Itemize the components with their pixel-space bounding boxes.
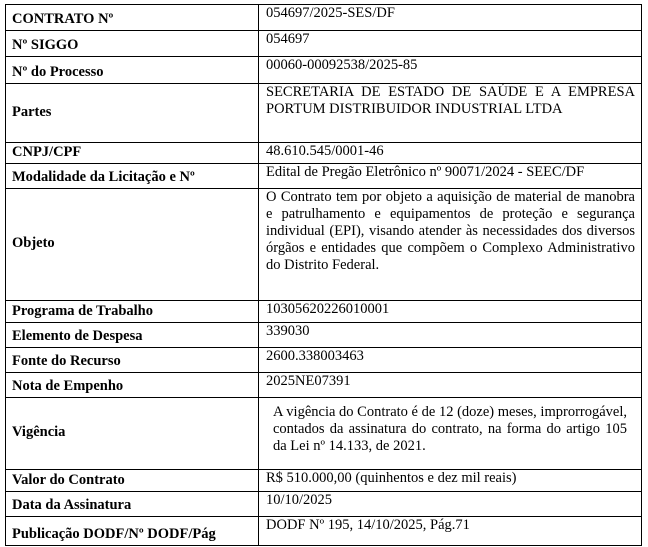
row-value: 10/10/2025	[259, 492, 642, 517]
row-value: 00060-00092538/2025-85	[259, 57, 642, 84]
row-value: O Contrato tem por objeto a aquisição de material de manobra e patrulhamento e equipamentos de proteção e segurança individual (EPI), visando atender às necessidades dos diversos órgãos e entidades que compõem o Complexo Administrativo do Distrito Federal.	[259, 189, 642, 301]
row-value: Edital de Pregão Eletrônico nº 90071/2024 - SEEC/DF	[259, 164, 642, 189]
table-row	[6, 398, 642, 470]
table-row	[6, 373, 642, 398]
table-row	[6, 517, 642, 546]
row-value: 10305620226010001	[259, 301, 642, 323]
table-row	[6, 57, 642, 84]
row-value: 054697	[259, 31, 642, 57]
table-row	[6, 323, 642, 348]
row-value: R$ 510.000,00 (quinhentos e dez mil reais)	[259, 470, 642, 492]
row-value: A vigência do Contrato é de 12 (doze) meses, improrrogável, contados da assinatura do contrato, na forma do artigo 105 da Lei nº 14.133, de 2021.	[259, 398, 642, 470]
row-label: Nº do Processo	[6, 57, 259, 84]
row-value: 2600.338003463	[259, 348, 642, 373]
row-value: SECRETARIA DE ESTADO DE SAÚDE E A EMPRESA PORTUM DISTRIBUIDOR INDUSTRIAL LTDA	[259, 84, 642, 143]
row-value: 339030	[259, 323, 642, 348]
row-label: CNPJ/CPF	[6, 143, 259, 164]
row-label: Modalidade da Licitação e Nº	[6, 164, 259, 189]
row-label: CONTRATO Nº	[6, 5, 259, 31]
row-label: Nota de Empenho	[6, 373, 259, 398]
table-row	[6, 348, 642, 373]
row-label: Programa de Trabalho	[6, 301, 259, 323]
table-row	[6, 492, 642, 517]
table-row	[6, 301, 642, 323]
table-row	[6, 189, 642, 301]
row-label: Fonte do Recurso	[6, 348, 259, 373]
row-label: Data da Assinatura	[6, 492, 259, 517]
table-row	[6, 5, 642, 31]
table-row	[6, 470, 642, 492]
row-value: 054697/2025-SES/DF	[259, 5, 642, 31]
table-row	[6, 84, 642, 143]
contract-summary-table	[5, 4, 642, 546]
table-row	[6, 31, 642, 57]
row-label: Nº SIGGO	[6, 31, 259, 57]
row-label: Publicação DODF/Nº DODF/Pág	[6, 517, 259, 546]
row-label: Elemento de Despesa	[6, 323, 259, 348]
row-value: DODF Nº 195, 14/10/2025, Pág.71	[259, 517, 642, 546]
row-label: Objeto	[6, 189, 259, 301]
row-value: 2025NE07391	[259, 373, 642, 398]
row-label: Vigência	[6, 398, 259, 470]
table-row	[6, 164, 642, 189]
row-label: Partes	[6, 84, 259, 143]
table-row	[6, 143, 642, 164]
row-label: Valor do Contrato	[6, 470, 259, 492]
row-value: 48.610.545/0001-46	[259, 143, 642, 164]
